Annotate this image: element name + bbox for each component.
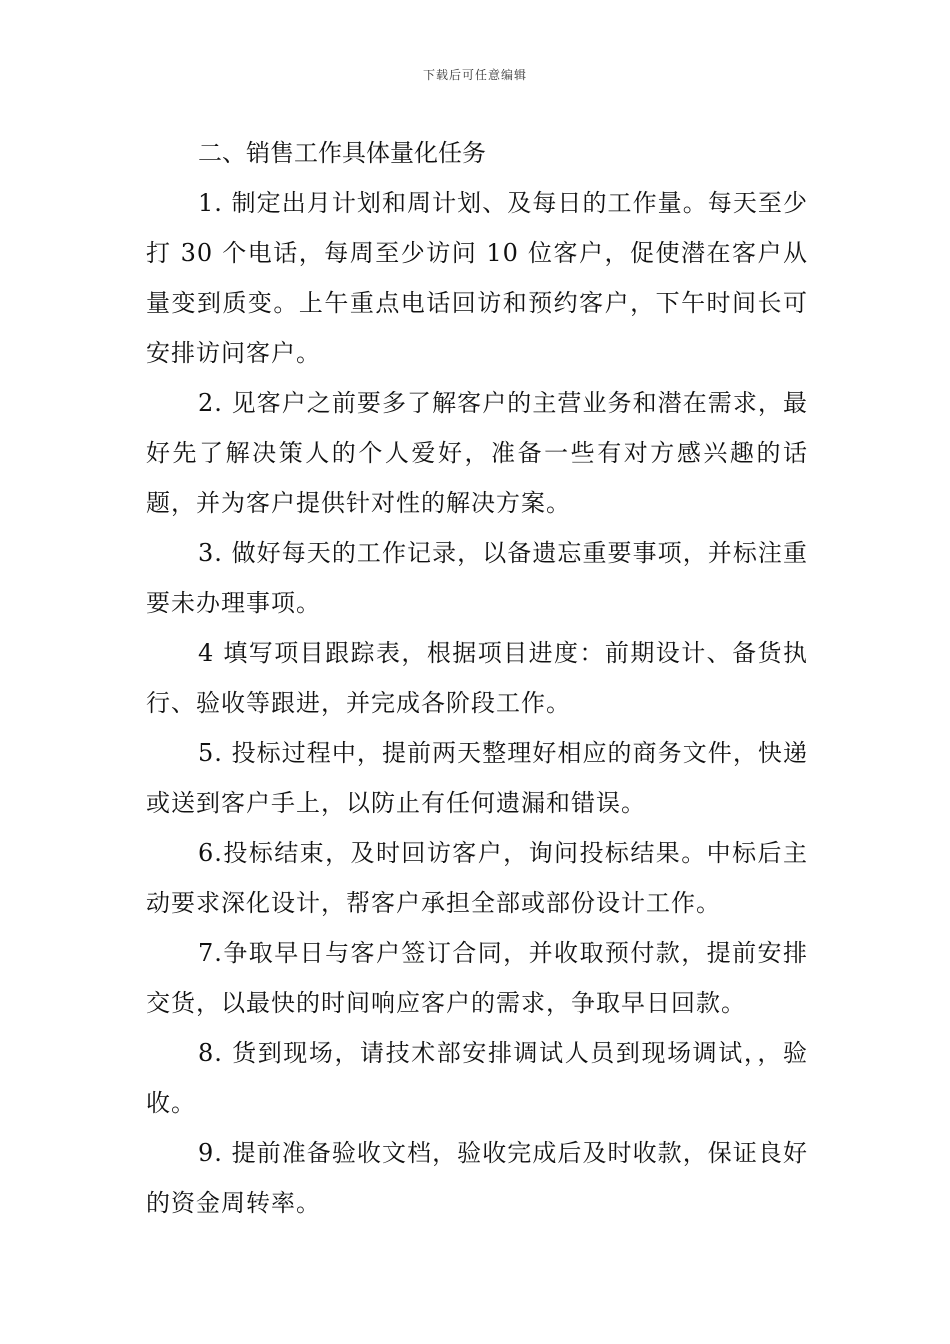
paragraph-5: 5. 投标过程中，提前两天整理好相应的商务文件，快递或送到客户手上，以防止有任何遗漏和错误。 bbox=[146, 739, 808, 817]
paragraph-6: 6.投标结束，及时回访客户，询问投标结果。中标后主动要求深化设计，帮客户承担全部或部份设计工作。 bbox=[146, 839, 808, 917]
paragraph-4: 4 填写项目跟踪表，根据项目进度：前期设计、备货执行、验收等跟进，并完成各阶段工作。 bbox=[146, 639, 808, 717]
document-body bbox=[146, 128, 808, 1228]
section-heading: 二、销售工作具体量化任务 bbox=[198, 139, 486, 167]
paragraph-8: 8. 货到现场，请技术部安排调试人员到现场调试，，验收。 bbox=[146, 1039, 808, 1117]
paragraph-7: 7.争取早日与客户签订合同，并收取预付款，提前安排交货，以最快的时间响应客户的需求，争取早日回款。 bbox=[146, 939, 808, 1017]
paragraph-3: 3. 做好每天的工作记录，以备遗忘重要事项，并标注重要未办理事项。 bbox=[146, 539, 808, 617]
paragraph-2: 2. 见客户之前要多了解客户的主营业务和潜在需求，最好先了解决策人的个人爱好，准备一些有对方感兴趣的话题，并为客户提供针对性的解决方案。 bbox=[146, 389, 808, 517]
paragraph-9: 9. 提前准备验收文档，验收完成后及时收款，保证良好的资金周转率。 bbox=[146, 1139, 808, 1217]
header-note: 下载后可任意编辑 bbox=[422, 68, 527, 82]
paragraph-1: 1. 制定出月计划和周计划、及每日的工作量。每天至少打 30 个电话，每周至少访问 10 位客户，促使潜在客户从量变到质变。上午重点电话回访和预约客户，下午时间长可安排访问客户。 bbox=[146, 189, 808, 367]
